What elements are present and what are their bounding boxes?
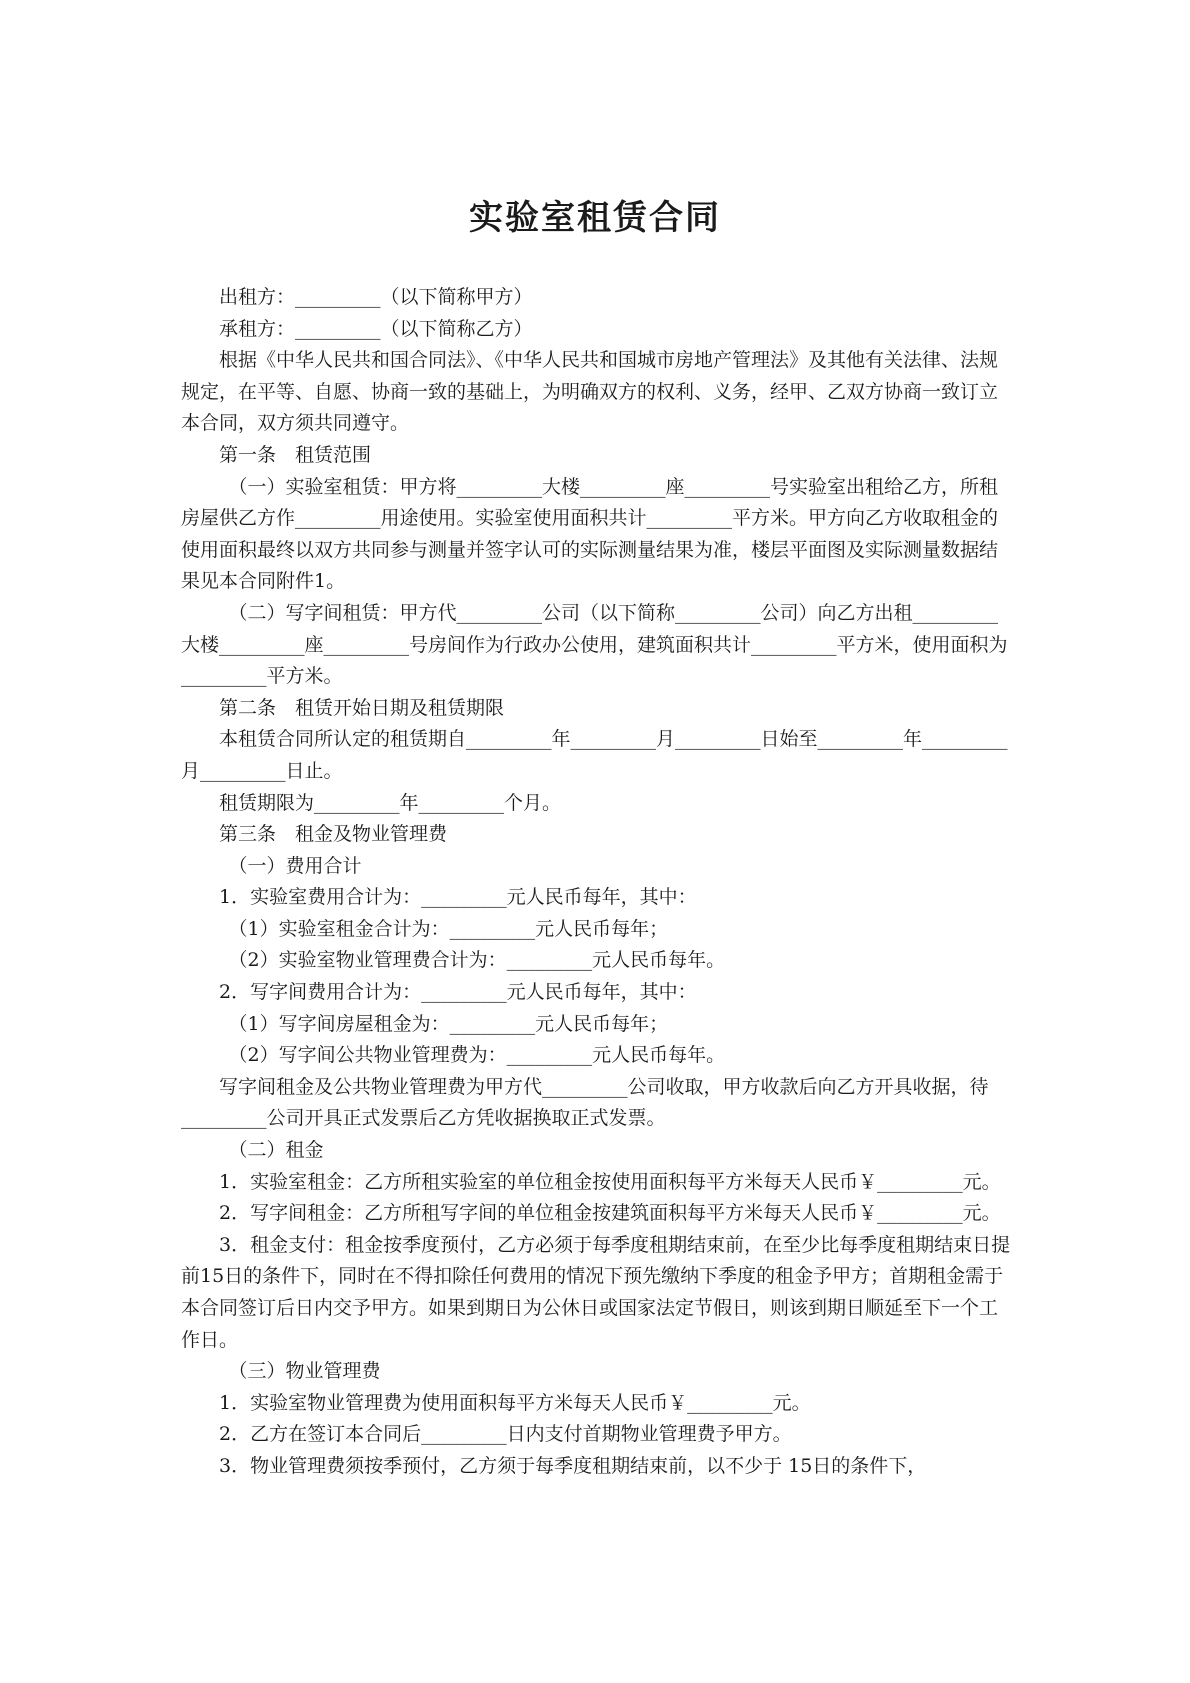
document-paragraph: 承租方：_________（以下简称乙方） <box>219 317 533 340</box>
document-paragraph: 2．乙方在签订本合同后_________日内支付首期物业管理费予甲方。 <box>219 1423 792 1446</box>
document-paragraph: 2．写字间费用合计为：_________元人民币每年，其中： <box>219 981 697 1004</box>
document-paragraph: 1．实验室费用合计为：_________元人民币每年，其中： <box>219 886 697 909</box>
document-paragraph: 本租赁合同所认定的租赁期自_________年_________月_________日始至_________年_________月_________日止。 <box>181 728 1008 782</box>
document-paragraph: 出租方：_________（以下简称甲方） <box>219 286 533 308</box>
document-paragraph: 第三条 租金及物业管理费 <box>219 823 448 846</box>
document-paragraph: 第二条 租赁开始日期及租赁期限 <box>219 696 505 719</box>
document-paragraph: 3．租金支付：租金按季度预付，乙方必须于每季度租期结束前，在至少比每季度租期结束日提前15日的条件下，同时在不得扣除任何费用的情况下预先缴纳下季度的租金予甲方；首期租金需于本合同签订后日内交予甲方。如果到期日为公休日或国家法定节假日，则该到期日顺延至下一个工作日。 <box>181 1233 1011 1351</box>
document-paragraph: （2）实验室物业管理费合计为：_________元人民币每年。 <box>228 949 726 972</box>
document-paragraph: （一）实验室租赁：甲方将_________大楼_________座_________号实验室出租给乙方，所租房屋供乙方作_________用途使用。实验室使用面积共计_________平方米。甲方向乙方收取租金的使用面积最终以双方共同参与测量并签字认可的实际测量结果为准，楼层平面图及实际测量数据结果见本合同附件1。 <box>181 475 999 593</box>
document-paragraph: 第一条 租赁范围 <box>219 443 372 466</box>
document-paragraph: （二）租金 <box>228 1139 324 1162</box>
document-paragraph: 1．实验室物业管理费为使用面积每平方米每天人民币￥_________元。 <box>219 1391 811 1414</box>
document-body <box>181 282 1011 1483</box>
document-paragraph: 3．物业管理费须按季预付，乙方须于每季度租期结束前，以不少于 15日的条件下， <box>219 1454 927 1477</box>
document-title: 实验室租赁合同 <box>469 198 721 238</box>
document-paragraph: （1）写字间房屋租金为：_________元人民币每年； <box>228 1012 669 1035</box>
document-paragraph: 写字间租金及公共物业管理费为甲方代_________公司收取，甲方收款后向乙方开具收据，待_________公司开具正式发票后乙方凭收据换取正式发票。 <box>181 1075 989 1130</box>
document-paragraph: 2．写字间租金：乙方所租写字间的单位租金按建筑面积每平方米每天人民币￥_________元。 <box>219 1202 1001 1225</box>
document-paragraph: 根据《中华人民共和国合同法》、《中华人民共和国城市房地产管理法》及其他有关法律、法规规定，在平等、自愿、协商一致的基础上，为明确双方的权利、义务，经甲、乙双方协商一致订立本合同，双方须共同遵守。 <box>181 349 999 435</box>
document-paragraph: （三）物业管理费 <box>228 1360 381 1383</box>
document-paragraph: 1．实验室租金：乙方所租实验室的单位租金按使用面积每平方米每天人民币￥_________元。 <box>219 1170 1001 1193</box>
document-paragraph: （2）写字间公共物业管理费为：_________元人民币每年。 <box>228 1044 726 1067</box>
document-paragraph: （二）写字间租赁：甲方代_________公司（以下简称_________公司）向乙方出租_________大楼_________座_________号房间作为行政办公使用，建筑面积共计_________平方米，使用面积为_________平方米。 <box>181 601 1008 688</box>
document-paragraph: 租赁期限为_________年_________个月。 <box>219 791 562 814</box>
document-paragraph: （一）费用合计 <box>228 854 362 877</box>
document-paragraph: （1）实验室租金合计为：_________元人民币每年； <box>228 917 669 940</box>
